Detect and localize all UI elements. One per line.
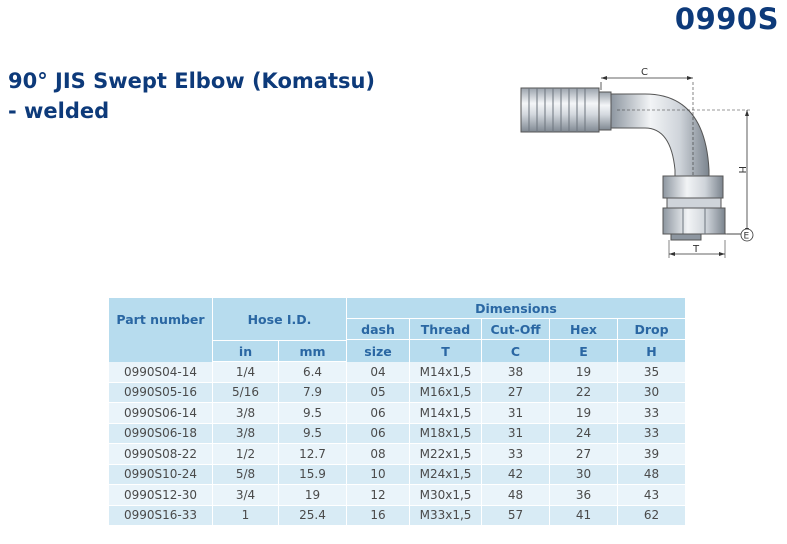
cell-cut-off: 31 — [481, 403, 549, 424]
cell-drop: 33 — [617, 424, 685, 445]
header-hex: Hex — [549, 318, 617, 340]
unit-blank — [109, 340, 212, 362]
cell-hose-in: 5/8 — [212, 465, 278, 486]
product-code: 0990S — [674, 2, 779, 36]
cell-dash: 06 — [346, 424, 409, 445]
cell-hose-mm: 25.4 — [278, 506, 346, 527]
cell-part-number: 0990S06-14 — [109, 403, 212, 424]
table-row — [109, 485, 685, 506]
cell-dash: 04 — [346, 362, 409, 383]
unit-e: E — [549, 340, 617, 362]
hex-nut — [663, 176, 725, 240]
cell-thread: M14x1,5 — [409, 403, 481, 424]
cell-thread: M22x1,5 — [409, 444, 481, 465]
cell-hex: 41 — [549, 506, 617, 527]
dimension-c-label: C — [641, 67, 648, 78]
cell-dash: 16 — [346, 506, 409, 527]
cell-dash: 12 — [346, 485, 409, 506]
fitting-drawing — [505, 58, 765, 266]
cell-thread: M14x1,5 — [409, 362, 481, 383]
dimension-h-label: H — [736, 166, 747, 174]
table-row — [109, 362, 685, 383]
table-row — [109, 444, 685, 465]
cell-dash: 10 — [346, 465, 409, 486]
cell-hose-mm: 12.7 — [278, 444, 346, 465]
table-row — [109, 383, 685, 404]
unit-t: T — [409, 340, 481, 362]
table-row — [109, 465, 685, 486]
table-row — [109, 403, 685, 424]
cell-hose-in: 1/2 — [212, 444, 278, 465]
cell-thread: M18x1,5 — [409, 424, 481, 445]
cell-cut-off: 48 — [481, 485, 549, 506]
cell-hex: 27 — [549, 444, 617, 465]
cell-part-number: 0990S16-33 — [109, 506, 212, 527]
cell-thread: M24x1,5 — [409, 465, 481, 486]
cell-thread: M16x1,5 — [409, 383, 481, 404]
cell-hose-in: 3/8 — [212, 403, 278, 424]
cell-hex: 22 — [549, 383, 617, 404]
header-thread: Thread — [409, 318, 481, 340]
marker-e-label: E — [743, 231, 750, 242]
cell-cut-off: 57 — [481, 506, 549, 527]
unit-c: C — [481, 340, 549, 362]
cell-drop: 30 — [617, 383, 685, 404]
elbow-tube — [611, 94, 709, 180]
spec-table — [109, 298, 685, 526]
cell-hose-mm: 19 — [278, 485, 346, 506]
cell-cut-off: 31 — [481, 424, 549, 445]
cell-hose-in: 5/16 — [212, 383, 278, 404]
cell-drop: 39 — [617, 444, 685, 465]
cell-hex: 30 — [549, 465, 617, 486]
header-dimensions: Dimensions — [346, 298, 685, 318]
cell-hex: 36 — [549, 485, 617, 506]
dimension-t — [669, 240, 725, 258]
header-cut-off: Cut-Off — [481, 318, 549, 340]
header-dash: dash — [346, 318, 409, 340]
cell-hose-mm: 9.5 — [278, 424, 346, 445]
cell-drop: 43 — [617, 485, 685, 506]
cell-drop: 62 — [617, 506, 685, 527]
cell-thread: M30x1,5 — [409, 485, 481, 506]
marker-e — [725, 229, 753, 242]
table-row — [109, 424, 685, 445]
cell-cut-off: 27 — [481, 383, 549, 404]
unit-in: in — [212, 340, 278, 362]
cell-hose-in: 3/4 — [212, 485, 278, 506]
title-line-1: 90° JIS Swept Elbow (Komatsu) — [8, 69, 376, 93]
cell-hose-mm: 6.4 — [278, 362, 346, 383]
cell-thread: M33x1,5 — [409, 506, 481, 527]
cell-cut-off: 38 — [481, 362, 549, 383]
cell-hose-mm: 15.9 — [278, 465, 346, 486]
title-line-2: - welded — [8, 99, 110, 123]
cell-dash: 05 — [346, 383, 409, 404]
cell-drop: 35 — [617, 362, 685, 383]
dimension-t-label: T — [693, 244, 700, 255]
cell-part-number: 0990S12-30 — [109, 485, 212, 506]
cell-hose-in: 1 — [212, 506, 278, 527]
cell-hose-in: 1/4 — [212, 362, 278, 383]
cell-part-number: 0990S08-22 — [109, 444, 212, 465]
cell-hex: 24 — [549, 424, 617, 445]
cell-hex: 19 — [549, 362, 617, 383]
cell-cut-off: 33 — [481, 444, 549, 465]
cell-part-number: 0990S10-24 — [109, 465, 212, 486]
cell-drop: 33 — [617, 403, 685, 424]
cell-dash: 06 — [346, 403, 409, 424]
cell-hose-in: 3/8 — [212, 424, 278, 445]
product-title — [8, 66, 375, 126]
cell-part-number: 0990S05-16 — [109, 383, 212, 404]
table-row — [109, 506, 685, 527]
cell-part-number: 0990S04-14 — [109, 362, 212, 383]
header-hose-id: Hose I.D. — [212, 298, 346, 340]
hose-stem — [521, 88, 611, 132]
unit-size: size — [346, 340, 409, 362]
unit-mm: mm — [278, 340, 346, 362]
header-drop: Drop — [617, 318, 685, 340]
cell-hex: 19 — [549, 403, 617, 424]
cell-dash: 08 — [346, 444, 409, 465]
unit-h: H — [617, 340, 685, 362]
spec-table-body — [109, 362, 685, 526]
cell-hose-mm: 7.9 — [278, 383, 346, 404]
header-part-number: Part number — [109, 298, 212, 340]
cell-drop: 48 — [617, 465, 685, 486]
cell-hose-mm: 9.5 — [278, 403, 346, 424]
cell-part-number: 0990S06-18 — [109, 424, 212, 445]
cell-cut-off: 42 — [481, 465, 549, 486]
